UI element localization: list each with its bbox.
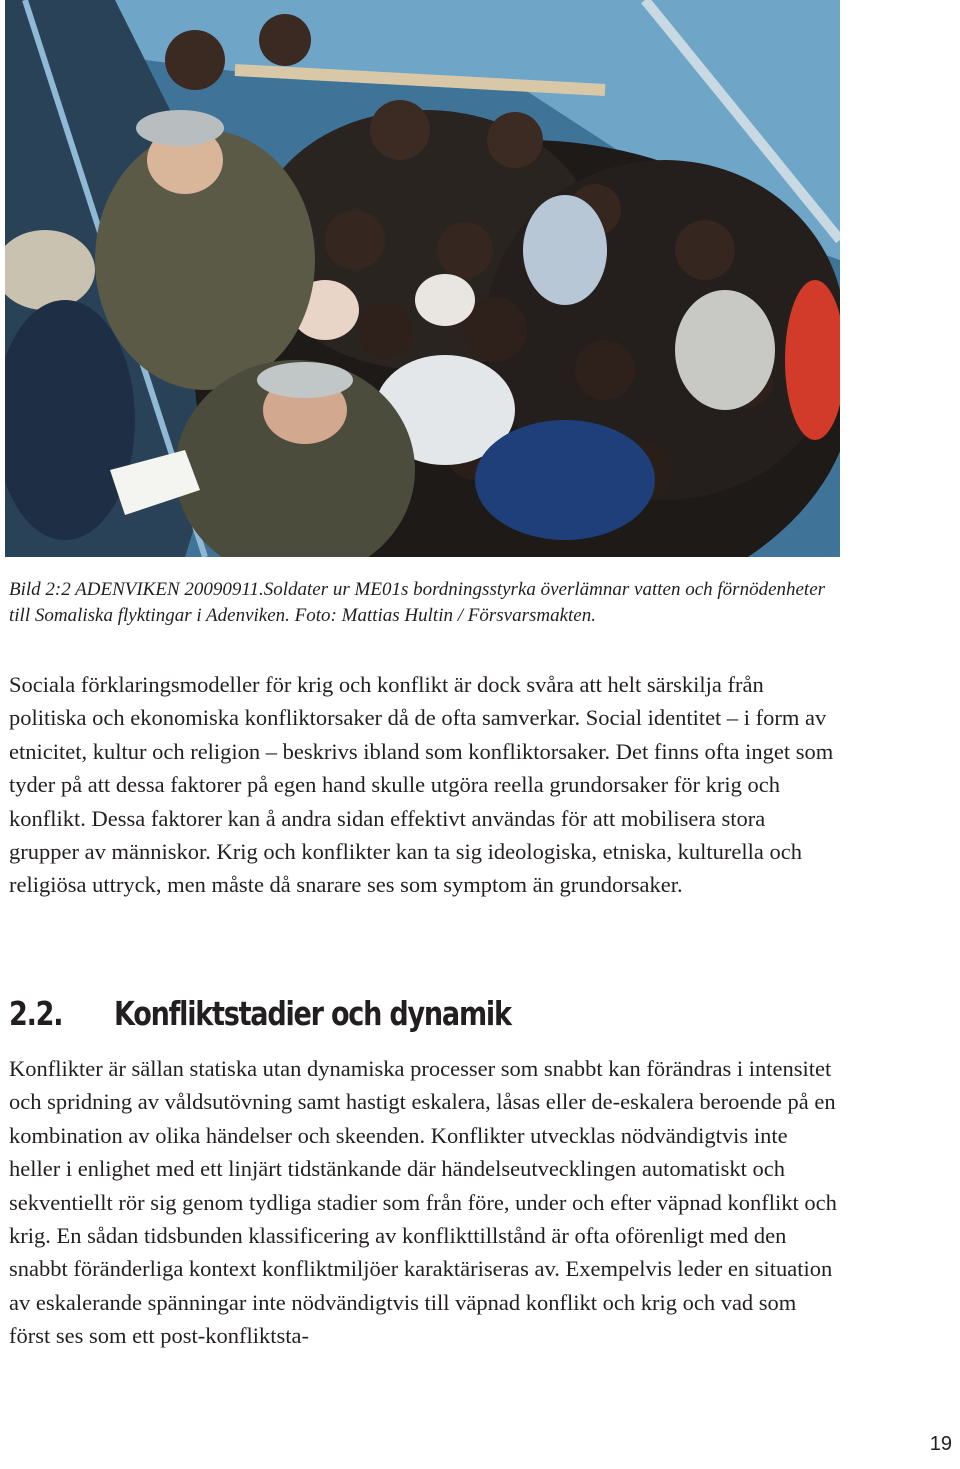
section-title: Konfliktstadier och dynamik bbox=[113, 994, 511, 1033]
photo-caption: Bild 2:2 ADENVIKEN 20090911.Soldater ur ME01s bordningsstyrka överlämnar vatten och förnödenheter till Somaliska flyktingar i Adenviken. Foto: Mattias Hultin / Försvarsmakten. bbox=[9, 579, 826, 626]
photo-of-refugees-in-boat-icon bbox=[5, 0, 840, 557]
section-heading bbox=[9, 992, 511, 1036]
section-number: 2.2. bbox=[9, 994, 63, 1033]
refugee-boat-photo bbox=[5, 0, 840, 557]
body-paragraph: Konflikter är sällan statiska utan dynamiska processer som snabbt kan förändras i intensitet och spridning av våldsutövning samt hastigt eskalera, låsas eller de-eskalera beroende på en kombination av olika händelser och skeenden. Konflikter utvecklas nödvändigtvis inte heller i enlighet med ett linjärt tidstänkande där händelseutvecklingen automatiskt och sekventiellt rör sig genom tydliga stadier som från före, under och efter väpnad konflikt och krig. En sådan tidsbunden klassificering av konflikttillstånd är ofta oförenligt med den snabbt föränderliga kontext konfliktmiljöer karaktäriseras av. Exempelvis leder en situation av eskalerande spänningar inte nödvändigtvis till väpnad konflikt och krig och vad som först ses som ett post-konfliktsta- bbox=[9, 1056, 837, 1349]
page-number: 19 bbox=[929, 1433, 952, 1455]
body-paragraph: Sociala förklaringsmodeller för krig och konflikt är dock svåra att helt särskilja från politiska och ekonomiska konfliktorsaker då de ofta samverkar. Social identitet – i form av etnicitet, kultur och religion – beskrivs ibland som konfliktorsaker. Det finns ofta inget som tyder på att dessa faktorer på egen hand skulle utgöra reella grundorsaker för krig och konflikt. Dessa faktorer kan å andra sidan effektivt användas för att mobilisera stora grupper av människor. Krig och konflikter kan ta sig ideologiska, etniska, kulturella och religiösa uttryck, men måste då snarare ses som symptom än grundorsaker. bbox=[9, 672, 834, 898]
